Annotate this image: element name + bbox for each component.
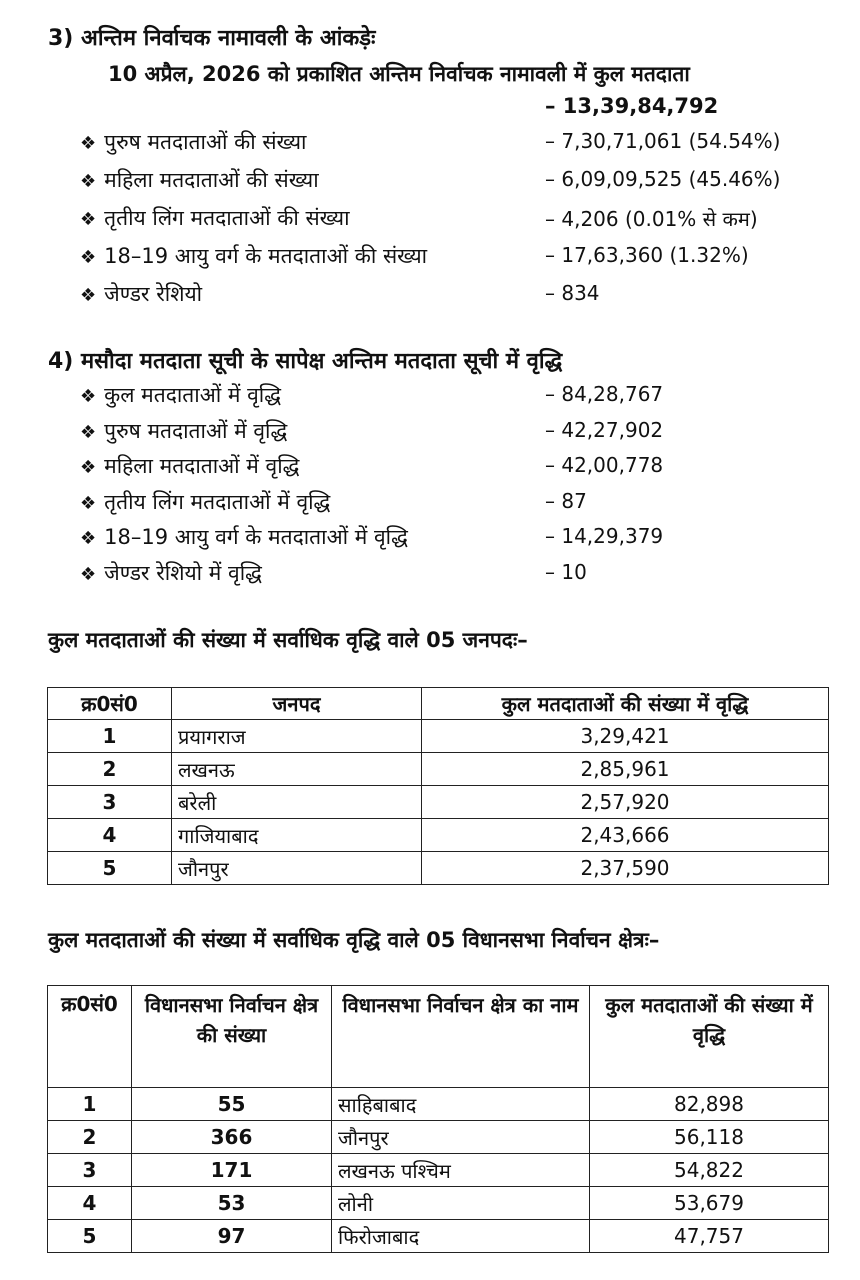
constituency-number-cell: 171 xyxy=(132,1154,332,1187)
table-row xyxy=(48,852,829,885)
section3-item xyxy=(80,128,306,156)
increase-cell: 56,118 xyxy=(590,1121,829,1154)
section4-item xyxy=(80,417,287,445)
constituency-number-cell: 53 xyxy=(132,1187,332,1220)
section4-heading: 4) मसौदा मतदाता सूची के सापेक्ष अन्तिम मतदाता सूची में वृद्धि xyxy=(48,349,563,374)
section4-item-label: 18–19 आयु वर्ग के मतदाताओं में वृद्धि xyxy=(104,525,408,549)
table-row xyxy=(48,1088,829,1121)
increase-cell: 2,43,666 xyxy=(422,819,829,852)
districts-col-serial: क्र0सं0 xyxy=(48,688,172,720)
section4-item xyxy=(80,559,262,587)
serial-cell: 5 xyxy=(48,1220,132,1253)
table-row xyxy=(48,720,829,753)
bullet-icon: ❖ xyxy=(80,209,97,230)
bullet-icon: ❖ xyxy=(80,457,97,478)
section4-item xyxy=(80,381,281,409)
table-row xyxy=(48,786,829,819)
bullet-icon: ❖ xyxy=(80,285,97,306)
section4-item-value: – 87 xyxy=(545,488,587,513)
district-cell: बरेली xyxy=(172,786,422,819)
section3-item xyxy=(80,166,319,194)
section4-item xyxy=(80,488,330,516)
section4-item-label: तृतीय लिंग मतदाताओं में वृद्धि xyxy=(104,489,331,514)
districts-col-district: जनपद xyxy=(172,688,422,720)
section4-item-value: – 14,29,379 xyxy=(545,524,664,548)
section3-total: – 13,39,84,792 xyxy=(545,94,719,118)
table-row xyxy=(48,1154,829,1187)
bullet-icon: ❖ xyxy=(80,171,97,192)
section4-item xyxy=(80,523,408,551)
districts-table xyxy=(47,687,829,885)
districts-heading: कुल मतदाताओं की संख्या में सर्वाधिक वृद्धि वाले 05 जनपदः– xyxy=(48,628,528,652)
section3-subline: 10 अप्रैल, 2026 को प्रकाशित अन्तिम निर्वाचक नामावली में कुल मतदाता xyxy=(108,62,690,86)
districts-header-row xyxy=(48,688,829,720)
serial-cell: 3 xyxy=(48,1154,132,1187)
increase-cell: 54,822 xyxy=(590,1154,829,1187)
bullet-icon: ❖ xyxy=(80,133,97,154)
section3-item xyxy=(80,242,427,270)
constituency-name-cell: जौनपुर xyxy=(332,1121,590,1154)
serial-cell: 4 xyxy=(48,819,172,852)
constituencies-col-serial: क्र0सं0 xyxy=(48,986,132,1088)
table-row xyxy=(48,1187,829,1220)
table-row xyxy=(48,819,829,852)
constituencies-heading: कुल मतदाताओं की संख्या में सर्वाधिक वृद्धि वाले 05 विधानसभा निर्वाचन क्षेत्रः– xyxy=(48,928,660,952)
constituencies-header-row xyxy=(48,986,829,1088)
constituencies-table xyxy=(47,985,829,1253)
section4-item-label: पुरुष मतदाताओं में वृद्धि xyxy=(104,418,288,443)
section4-item xyxy=(80,452,299,480)
increase-cell: 53,679 xyxy=(590,1187,829,1220)
increase-cell: 82,898 xyxy=(590,1088,829,1121)
constituencies-col-increase: कुल मतदाताओं की संख्या में वृद्धि xyxy=(590,986,829,1088)
increase-cell: 2,85,961 xyxy=(422,753,829,786)
district-cell: लखनऊ xyxy=(172,753,422,786)
serial-cell: 2 xyxy=(48,1121,132,1154)
section3-item-label: 18–19 आयु वर्ग के मतदाताओं की संख्या xyxy=(104,244,428,268)
section3-item-value: – 7,30,71,061 (54.54%) xyxy=(545,129,781,153)
section4-item-value: – 10 xyxy=(545,559,587,584)
increase-cell: 3,29,421 xyxy=(422,720,829,753)
constituency-name-cell: लोनी xyxy=(332,1187,590,1220)
constituency-name-cell: लखनऊ पश्चिम xyxy=(332,1154,590,1187)
constituencies-col-number: विधानसभा निर्वाचन क्षेत्र की संख्या xyxy=(132,986,332,1088)
bullet-icon: ❖ xyxy=(80,421,97,443)
constituency-number-cell: 55 xyxy=(132,1088,332,1121)
constituency-number-cell: 97 xyxy=(132,1220,332,1253)
section4-item-label: कुल मतदाताओं में वृद्धि xyxy=(104,383,281,407)
increase-cell: 2,57,920 xyxy=(422,786,829,819)
section3-item-label: तृतीय लिंग मतदाताओं की संख्या xyxy=(104,206,350,230)
serial-cell: 2 xyxy=(48,753,172,786)
section3-item-value: – 17,63,360 (1.32%) xyxy=(545,243,749,267)
section3-item-value: – 6,09,09,525 (45.46%) xyxy=(545,167,781,191)
district-cell: गाजियाबाद xyxy=(172,819,422,852)
constituency-name-cell: साहिबाबाद xyxy=(332,1088,590,1121)
bullet-icon: ❖ xyxy=(80,528,97,549)
section4-item-value: – 42,27,902 xyxy=(545,417,664,442)
table-row xyxy=(48,753,829,786)
section3-item-value: – 4,206 (0.01% से कम) xyxy=(545,207,758,231)
serial-cell: 3 xyxy=(48,786,172,819)
section4-item-value: – 84,28,767 xyxy=(545,382,664,406)
district-cell: जौनपुर xyxy=(172,852,422,885)
section3-item xyxy=(80,204,350,232)
section4-item-label: जेण्डर रेशियो में वृद्धि xyxy=(104,560,262,585)
bullet-icon: ❖ xyxy=(80,563,97,585)
section3-item-label: जेण्डर रेशियो xyxy=(104,282,203,306)
section3-item-label: महिला मतदाताओं की संख्या xyxy=(104,168,319,192)
section3-heading: 3) अन्तिम निर्वाचक नामावली के आंकड़ेः xyxy=(48,26,376,51)
serial-cell: 1 xyxy=(48,1088,132,1121)
serial-cell: 1 xyxy=(48,720,172,753)
section4-item-label: महिला मतदाताओं में वृद्धि xyxy=(104,454,300,478)
serial-cell: 4 xyxy=(48,1187,132,1220)
constituency-name-cell: फिरोजाबाद xyxy=(332,1220,590,1253)
constituency-number-cell: 366 xyxy=(132,1121,332,1154)
district-cell: प्रयागराज xyxy=(172,720,422,753)
increase-cell: 47,757 xyxy=(590,1220,829,1253)
section4-item-value: – 42,00,778 xyxy=(545,453,664,477)
bullet-icon: ❖ xyxy=(80,492,97,514)
increase-cell: 2,37,590 xyxy=(422,852,829,885)
section3-item-value: – 834 xyxy=(545,281,600,305)
table-row xyxy=(48,1220,829,1253)
serial-cell: 5 xyxy=(48,852,172,885)
bullet-icon: ❖ xyxy=(80,247,97,268)
section3-item-label: पुरुष मतदाताओं की संख्या xyxy=(104,130,307,154)
bullet-icon: ❖ xyxy=(80,386,97,407)
section3-item xyxy=(80,280,202,308)
table-row xyxy=(48,1121,829,1154)
districts-col-increase: कुल मतदाताओं की संख्या में वृद्धि xyxy=(422,688,829,720)
constituencies-col-name: विधानसभा निर्वाचन क्षेत्र का नाम xyxy=(332,986,590,1088)
